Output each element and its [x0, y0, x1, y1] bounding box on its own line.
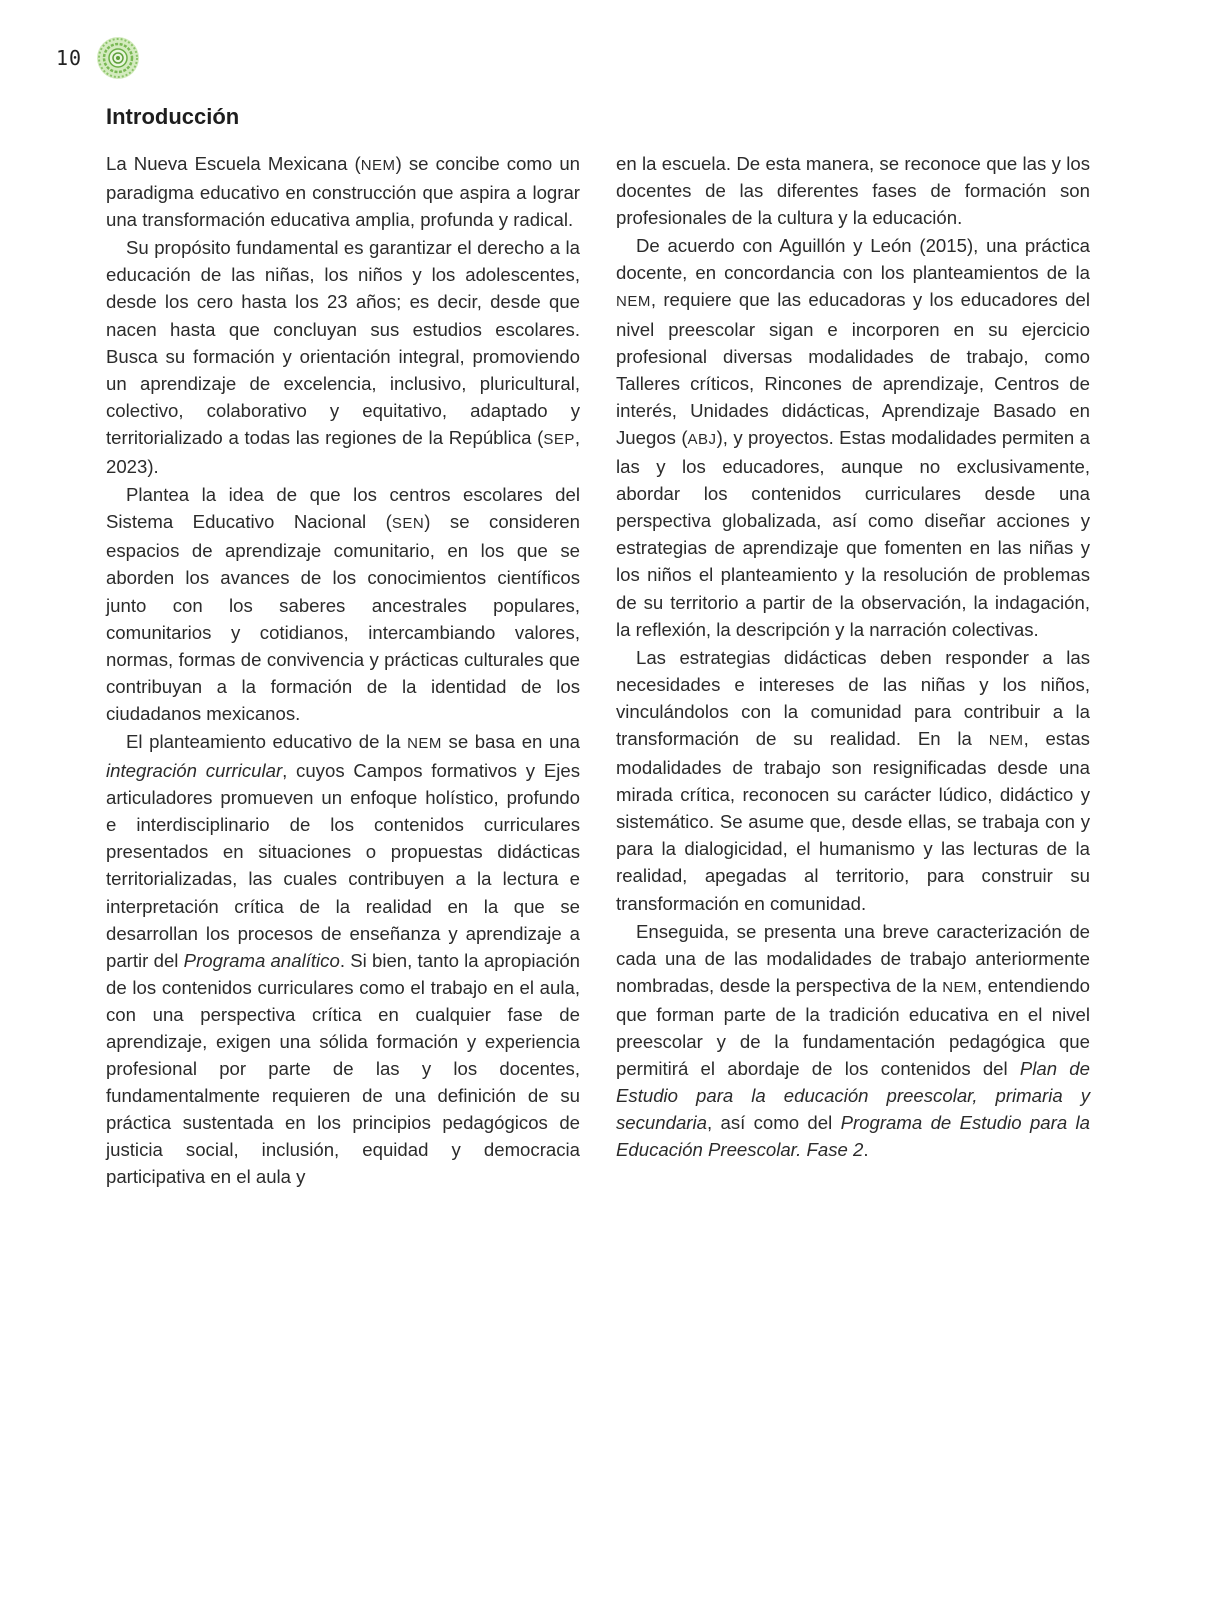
left-column — [106, 150, 580, 1192]
paragraph: Enseguida, se presenta una breve caracterización de cada una de las modalidades de trabajo anteriormente nombradas, desde la perspectiva de la NEM, entendiendo que forman parte de la tradición educativa en el nivel preescolar y de la fundamentación pedagógica que permitirá el abordaje de los contenidos del Plan de Estudio para la educación preescolar, primaria y secundaria, así como del Programa de Estudio para la Educación Preescolar. Fase 2. — [616, 920, 1090, 1161]
paragraph: Las estrategias didácticas deben responder a las necesidades e intereses de las niñas y los niños, vinculándolos con la comunidad para contribuir a la transformación de su realidad. En la NEM, estas modalidades de trabajo son resignificadas desde una mirada crítica, reconocen su carácter lúdico, didáctico y sistemático. Se asume que, desde ellas, se trabaja con y para la dialogicidad, el humanismo y las lecturas de la realidad, apegadas al territorio, para construir su transformación en comunidad. — [616, 646, 1090, 914]
section-title: Introducción — [106, 104, 240, 129]
page-number: 10 — [56, 46, 83, 70]
page-header — [56, 36, 140, 80]
paragraph: El planteamiento educativo de la NEM se basa en una integración curricular, cuyos Campos formativos y Ejes articuladores promueven un enfoque holístico, profundo e interdisciplinario de los contenidos curriculares presentados en situaciones o propuestas didácticas territorializadas, las cuales contribuyen a la lectura e interpretación crítica de la realidad en la que se desarrollan los procesos de enseñanza y aprendizaje a partir del Programa analítico. Si bien, tanto la apropiación de los contenidos curriculares como el trabajo en el aula, con una perspectiva crítica en cualquier fase de aprendizaje, exigen una sólida formación y experiencia profesional por parte de las y los docentes, fundamentalmente requieren de una definición de su práctica sustentada en los principios pedagógicos de justicia social, inclusión, equidad y democracia participativa en el aula y — [106, 730, 581, 1188]
right-column — [616, 150, 1090, 1192]
paragraph: Su propósito fundamental es garantizar el derecho a la educación de las niñas, los niños y los adolescentes, desde los cero hasta los 23 años; es decir, desde que nacen hasta que concluyan sus estudios escolares. Busca su formación y orientación integral, promoviendo un aprendizaje de excelencia, inclusivo, pluricultural, colectivo, colaborativo y equitativo, adaptado y territorializado a todas las regiones de la República (SEP, 2023). — [106, 237, 580, 478]
paragraph: De acuerdo con Aguillón y León (2015), una práctica docente, en concordancia con los planteamientos de la NEM, requiere que las educadoras y los educadores del nivel preescolar sigan e incorporen en su ejercicio profesional diversas modalidades de trabajo, como Talleres críticos, Rincones de aprendizaje, Centros de interés, Unidades didácticas, Aprendizaje Basado en Juegos (ABJ), y proyectos. Estas modalidades permiten a las y los educadores, aunque no exclusivamente, abordar los contenidos curriculares desde una perspectiva globalizada, así como diseñar acciones y estrategias de aprendizaje que fomenten en las niñas y los niños el planteamiento y la resolución de problemas de su territorio a partir de la observación, la indagación, la reflexión, la descripción y la narración colectivas. — [616, 235, 1090, 640]
green-circular-emblem-icon — [96, 36, 140, 80]
text-columns — [106, 150, 1090, 1192]
paragraph: Plantea la idea de que los centros escolares del Sistema Educativo Nacional (SEN) se consideren espacios de aprendizaje comunitario, en los que se aborden los avances de los conocimientos científicos junto con los saberes ancestrales populares, comunitarios y cotidianos, intercambiando valores, normas, formas de convivencia y prácticas culturales que contribuyan a la formación de la identidad de los ciudadanos mexicanos. — [106, 484, 580, 724]
paragraph: en la escuela. De esta manera, se reconoce que las y los docentes de las diferentes fases de formación son profesionales de la cultura y la educación. — [616, 153, 1090, 229]
paragraph: La Nueva Escuela Mexicana (NEM) se concibe como un paradigma educativo en construcción que aspira a lograr una transformación educativa amplia, profunda y radical. — [106, 153, 580, 231]
